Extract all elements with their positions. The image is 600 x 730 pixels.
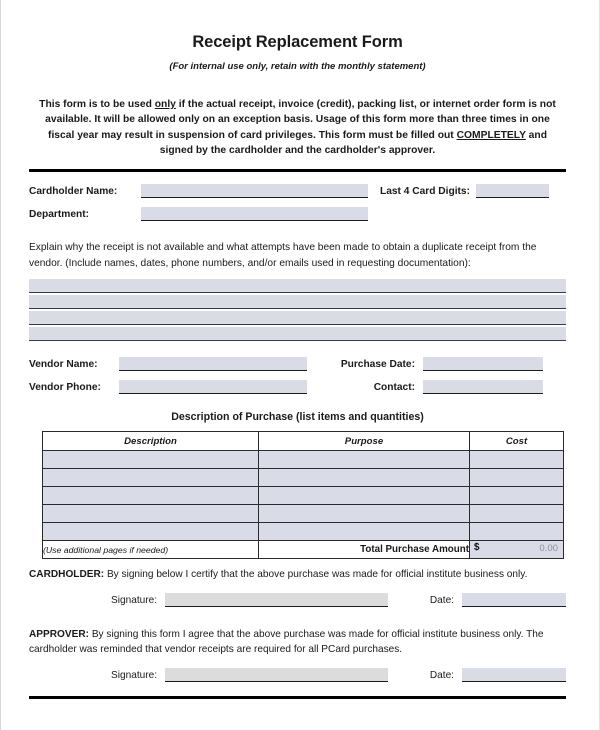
instructions-part-1: This form is to be used xyxy=(39,99,155,110)
table-row xyxy=(43,487,564,505)
department-input[interactable] xyxy=(141,207,368,221)
vendor-phone-row xyxy=(29,380,566,394)
cardholder-signature-label: Signature: xyxy=(111,595,158,607)
cell-purpose-5[interactable] xyxy=(259,523,470,541)
cardholder-name-label: Cardholder Name: xyxy=(29,186,118,198)
approver-date-input[interactable] xyxy=(462,668,566,682)
instructions-part-3: and signed by the cardholder and the cardholder's approver. xyxy=(159,129,547,156)
cardholder-statement-text: By signing below I certify that the above purchase was made for official institute business only. xyxy=(104,569,528,581)
vendor-phone-input[interactable] xyxy=(119,380,307,394)
approver-signature-row xyxy=(29,668,566,682)
purchase-date-input[interactable] xyxy=(423,357,543,371)
cell-cost-1[interactable] xyxy=(470,451,564,469)
contact-input[interactable] xyxy=(423,380,543,394)
table-row xyxy=(43,523,564,541)
cell-description-2[interactable] xyxy=(43,469,259,487)
approver-statement-text: By signing this form I agree that the above purchase was made for official institute business only. The cardholder was reminded that vendor receipts are required for all PCard purchases. xyxy=(29,629,544,656)
approver-role-label: APPROVER: xyxy=(29,629,90,641)
purchase-table xyxy=(42,431,564,559)
cardholder-name-row xyxy=(29,184,566,198)
page-subtitle: (For internal use only, retain with the monthly statement) xyxy=(169,61,426,72)
cell-description-1[interactable] xyxy=(43,451,259,469)
cell-purpose-3[interactable] xyxy=(259,487,470,505)
contact-label: Contact: xyxy=(373,382,415,394)
total-purchase-amount-value[interactable] xyxy=(470,541,564,559)
column-header-cost: Cost xyxy=(470,432,564,451)
department-label: Department: xyxy=(29,209,90,221)
table-row xyxy=(43,469,564,487)
vendor-name-label: Vendor Name: xyxy=(29,359,98,371)
page-title: Receipt Replacement Form xyxy=(192,33,403,51)
cardholder-date-input[interactable] xyxy=(462,593,566,607)
cell-description-4[interactable] xyxy=(43,505,259,523)
cardholder-name-input[interactable] xyxy=(141,184,368,198)
section-spacer xyxy=(29,607,566,619)
cell-cost-4[interactable] xyxy=(470,505,564,523)
purchase-table-heading: Description of Purchase (list items and quantities) xyxy=(171,411,424,424)
cell-description-5[interactable] xyxy=(43,523,259,541)
instructions-emphasis-only: only xyxy=(154,99,176,110)
approver-certification-statement xyxy=(29,627,566,657)
last4-card-digits-label: Last 4 Card Digits: xyxy=(379,186,470,198)
cardholder-signature-input[interactable] xyxy=(165,593,388,607)
column-header-description: Description xyxy=(43,432,259,451)
cell-cost-3[interactable] xyxy=(470,487,564,505)
cardholder-role-label: CARDHOLDER: xyxy=(29,569,105,581)
cardholder-certification-statement xyxy=(29,567,566,582)
currency-symbol: $ xyxy=(474,542,480,554)
purchase-date-label: Purchase Date: xyxy=(340,359,415,371)
cell-purpose-4[interactable] xyxy=(259,505,470,523)
total-purchase-amount-label: Total Purchase Amount xyxy=(259,541,470,559)
approver-date-label: Date: xyxy=(429,670,454,682)
explanation-line-1[interactable] xyxy=(29,279,566,293)
explanation-prompt: Explain why the receipt is not available and what attempts have been made to obtain a duplicate receipt from the vendor. (Include names, dates, phone numbers, and/or emails used in requesting documentation): xyxy=(29,242,537,270)
explanation-line-2[interactable] xyxy=(29,295,566,309)
table-row xyxy=(43,451,564,469)
approver-signature-label: Signature: xyxy=(111,670,158,682)
form-body xyxy=(29,0,566,699)
cell-purpose-1[interactable] xyxy=(259,451,470,469)
instructions-emphasis-completely: COMPLETELY xyxy=(456,129,526,141)
explanation-line-3[interactable] xyxy=(29,311,566,325)
explanation-line-4[interactable] xyxy=(29,327,566,341)
department-row xyxy=(29,207,566,221)
vendor-name-input[interactable] xyxy=(119,357,307,371)
cell-cost-5[interactable] xyxy=(470,523,564,541)
cell-cost-2[interactable] xyxy=(470,469,564,487)
column-header-purpose: Purpose xyxy=(259,432,470,451)
cell-purpose-2[interactable] xyxy=(259,469,470,487)
total-amount-text: 0.00 xyxy=(539,543,558,555)
vendor-phone-label: Vendor Phone: xyxy=(29,382,101,394)
cardholder-date-label: Date: xyxy=(429,595,454,607)
explanation-lines xyxy=(29,279,566,341)
purchase-table-total-row xyxy=(43,541,564,559)
cell-description-3[interactable] xyxy=(43,487,259,505)
footer-divider-rule xyxy=(29,696,566,699)
instructions-part-2: if the actual receipt, invoice (credit), packing list, or internet order form is not available. It will be allowed only on an exception basis. Usage of this form more than three times in one fiscal year may result in suspension of card privileges. This form must be filled out xyxy=(45,99,556,141)
additional-pages-note: (Use additional pages if needed) xyxy=(43,541,259,559)
last4-card-digits-input[interactable] xyxy=(476,184,549,198)
approver-signature-input[interactable] xyxy=(165,668,388,682)
table-row xyxy=(43,505,564,523)
vendor-name-row xyxy=(29,357,566,371)
instructions-paragraph xyxy=(29,97,566,158)
cardholder-signature-row xyxy=(29,593,566,607)
header-divider-rule xyxy=(29,169,566,172)
purchase-table-header-row xyxy=(43,432,564,451)
